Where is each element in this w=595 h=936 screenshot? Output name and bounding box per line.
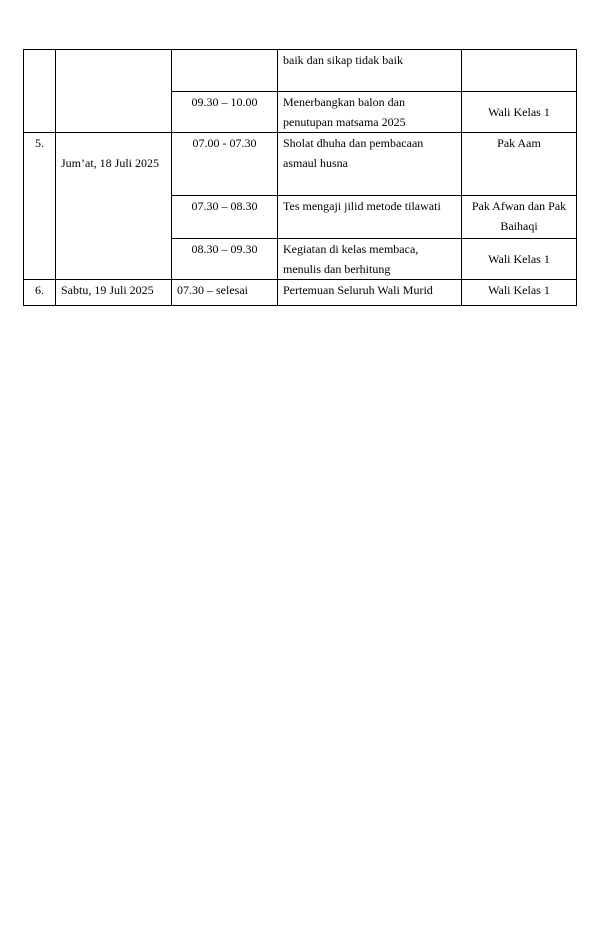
day-cell xyxy=(56,50,172,133)
pic-cell: Wali Kelas 1 xyxy=(462,92,577,133)
pic-cell xyxy=(462,50,577,92)
pic-cell: Pak Aam xyxy=(462,133,577,196)
table-row xyxy=(24,133,577,196)
time-cell: 07.30 – selesai xyxy=(172,280,278,306)
activity-cell: Pertemuan Seluruh Wali Murid xyxy=(278,280,462,306)
time-cell: 07.30 – 08.30 xyxy=(172,196,278,239)
pic-cell: Wali Kelas 1 xyxy=(462,239,577,280)
row-number-cell xyxy=(24,50,56,133)
activity-cell: baik dan sikap tidak baik xyxy=(278,50,462,92)
schedule-table xyxy=(23,49,577,306)
activity-cell: Menerbangkan balon dan penutupan matsama 2025 xyxy=(278,92,462,133)
pic-cell: Pak Afwan dan Pak Baihaqi xyxy=(462,196,577,239)
pic-cell: Wali Kelas 1 xyxy=(462,280,577,306)
activity-cell: Tes mengaji jilid metode tilawati xyxy=(278,196,462,239)
day-cell: Sabtu, 19 Juli 2025 xyxy=(56,280,172,306)
day-cell: Jum’at, 18 Juli 2025 xyxy=(56,133,172,280)
activity-cell: Kegiatan di kelas membaca, menulis dan berhitung xyxy=(278,239,462,280)
time-cell: 08.30 – 09.30 xyxy=(172,239,278,280)
row-number-cell: 5. xyxy=(24,133,56,280)
time-cell: 07.00 - 07.30 xyxy=(172,133,278,196)
activity-cell: Sholat dhuha dan pembacaan asmaul husna xyxy=(278,133,462,196)
time-cell: 09.30 – 10.00 xyxy=(172,92,278,133)
time-cell xyxy=(172,50,278,92)
row-number-cell: 6. xyxy=(24,280,56,306)
table-row xyxy=(24,50,577,92)
table-row xyxy=(24,280,577,306)
